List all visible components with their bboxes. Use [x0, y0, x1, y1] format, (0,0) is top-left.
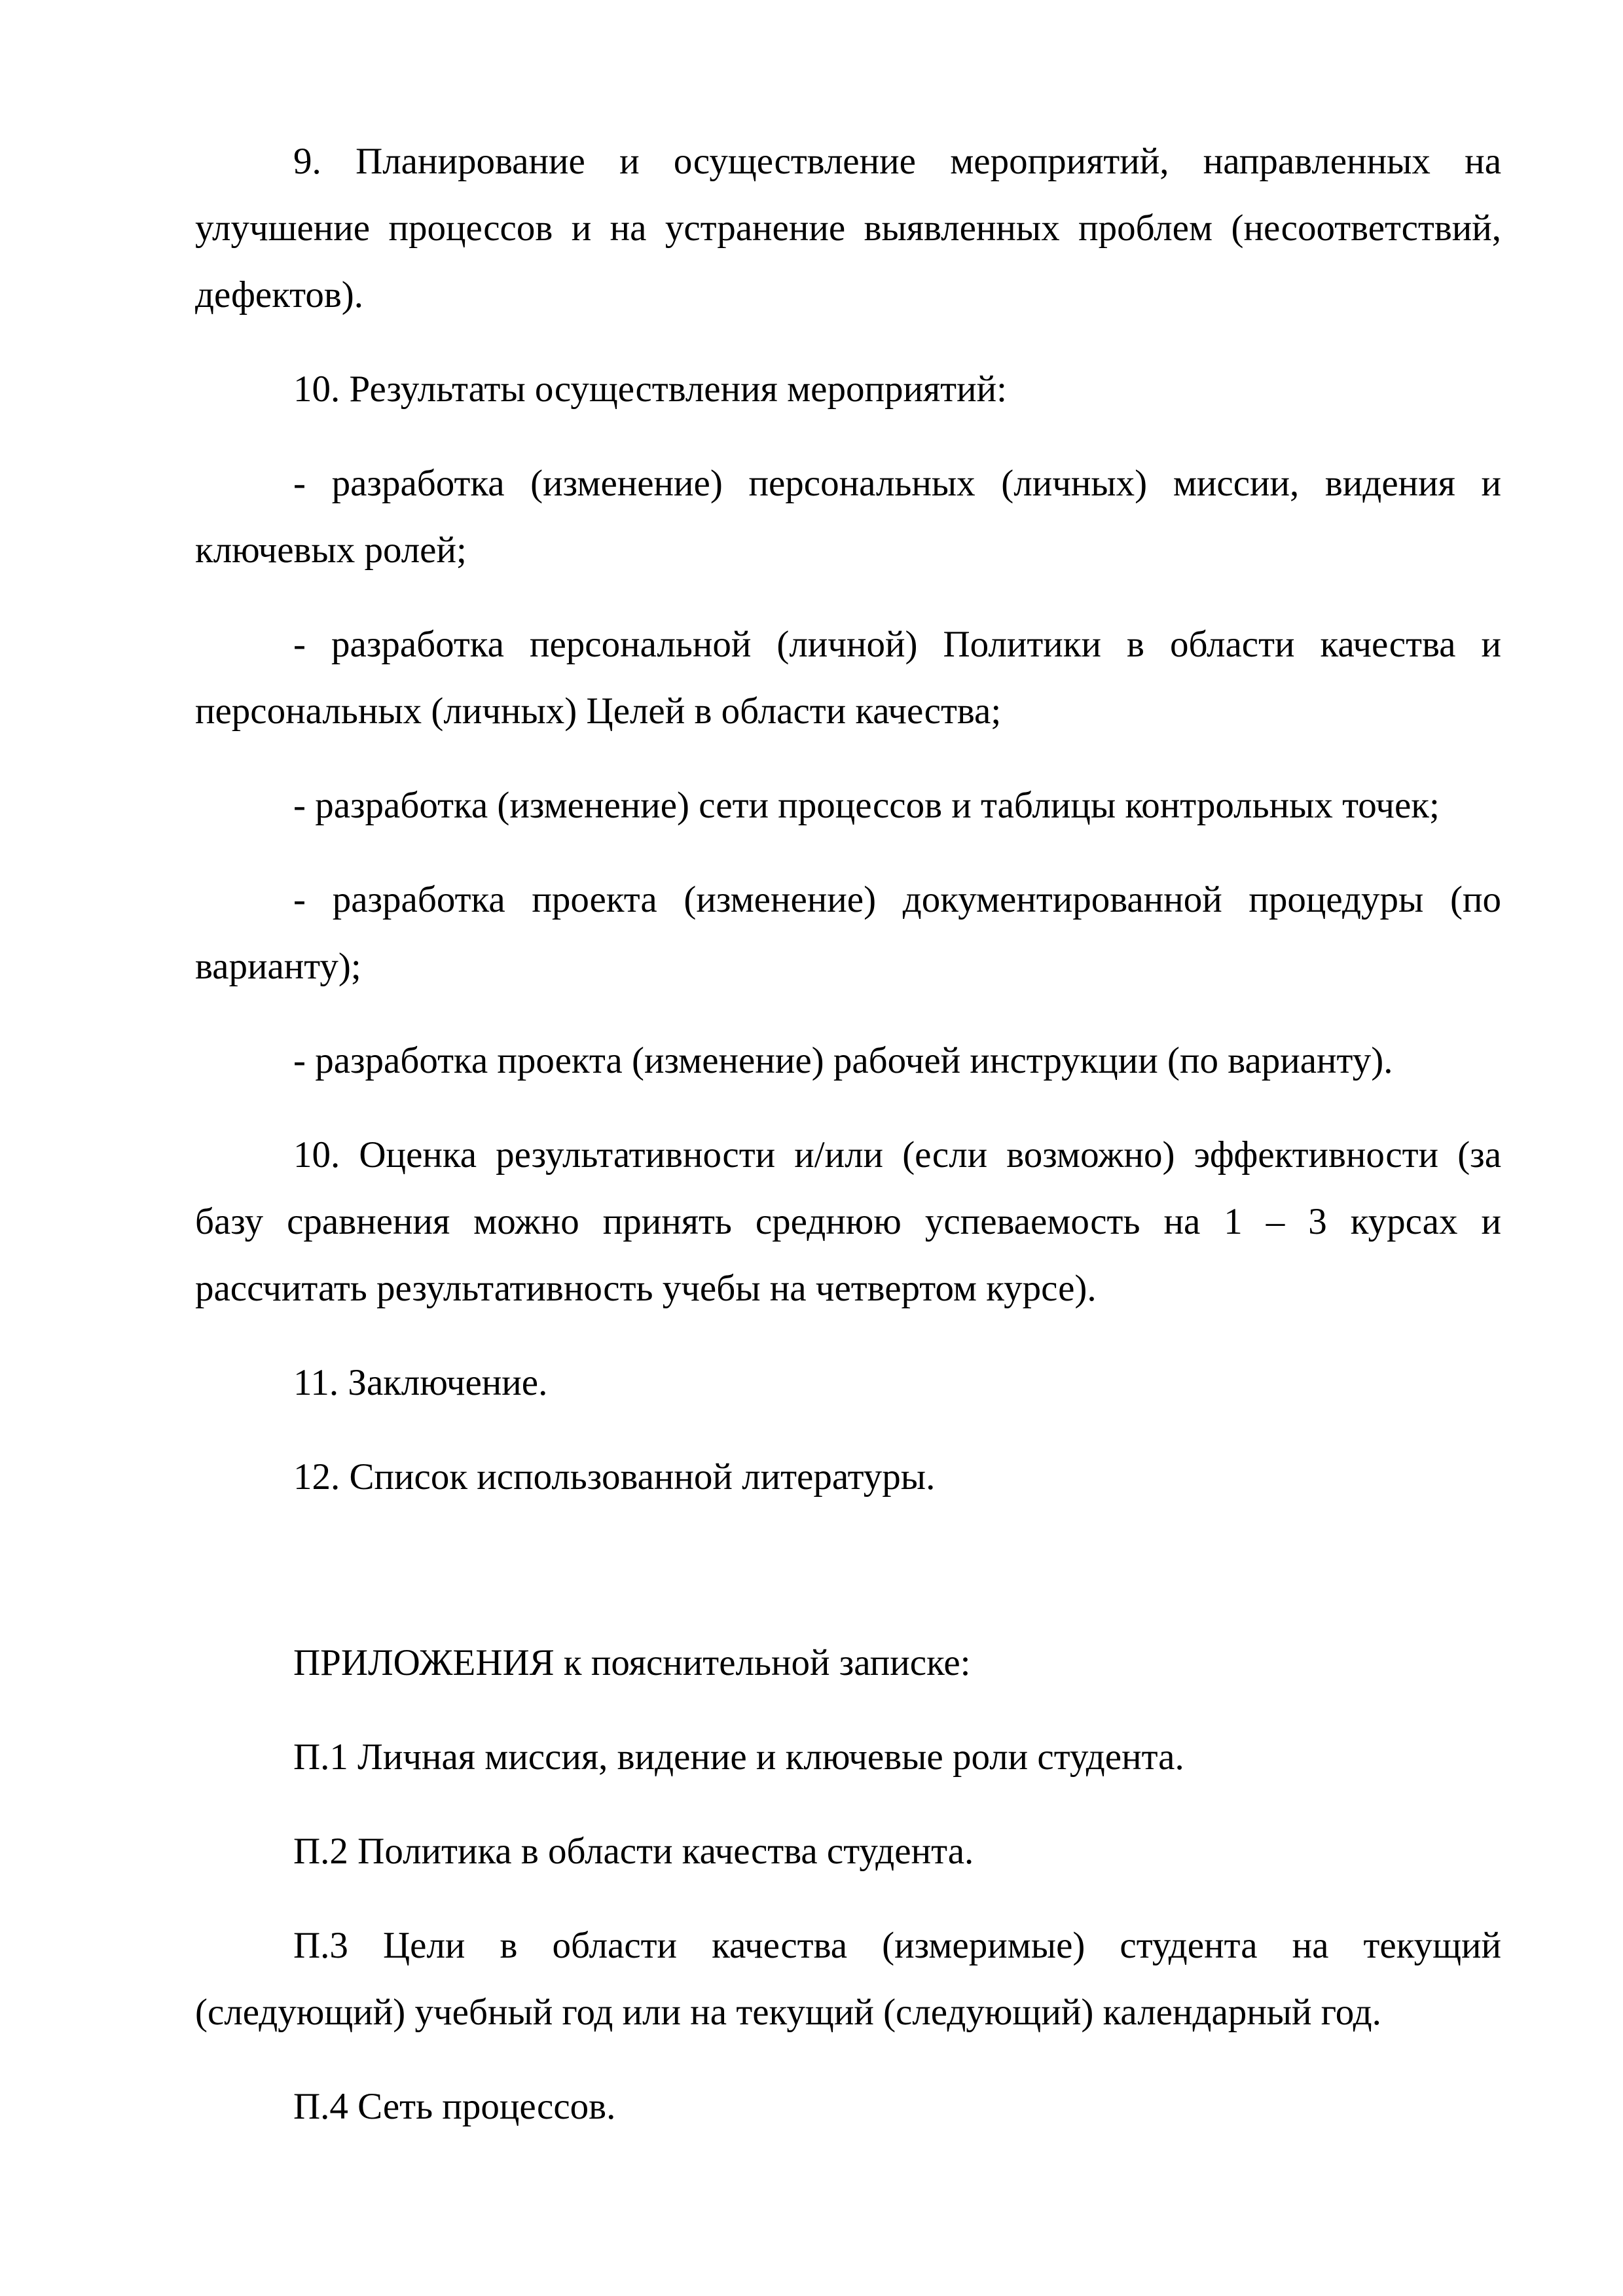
- paragraph-bullet-mission: - разработка (изменение) персональных (личных) миссии, видения и ключевых ролей;: [195, 463, 1501, 571]
- paragraph-bullet-process-network: - разработка (изменение) сети процессов и таблицы контрольных точек;: [293, 785, 1440, 826]
- paragraph-references: 12. Список использованной литературы.: [293, 1456, 936, 1498]
- paragraph-results-heading: 10. Результаты осуществления мероприятий:: [293, 368, 1007, 410]
- document-body: [195, 128, 1501, 2140]
- appendix-item-4: П.4 Сеть процессов.: [293, 2086, 616, 2127]
- paragraph-bullet-instruction: - разработка проекта (изменение) рабочей инструкции (по варианту).: [293, 1040, 1393, 1081]
- appendix-heading: ПРИЛОЖЕНИЯ к пояснительной записке:: [293, 1642, 971, 1683]
- paragraph-item-9: 9. Планирование и осуществление мероприятий, направленных на улучшение процессов и на устранение выявленных проблем (несоответствий, дефектов).: [195, 141, 1501, 315]
- paragraph-conclusion: 11. Заключение.: [293, 1362, 548, 1403]
- appendix-item-3: П.3 Цели в области качества (измеримые) студента на текущий (следующий) учебный год или на текущий (следующий) календарный год.: [195, 1925, 1501, 2033]
- appendix-item-1: П.1 Личная миссия, видение и ключевые роли студента.: [293, 1736, 1184, 1778]
- paragraph-bullet-procedure: - разработка проекта (изменение) документированной процедуры (по варианту);: [195, 879, 1501, 987]
- appendix-item-2: П.2 Политика в области качества студента.: [293, 1831, 974, 1872]
- paragraph-bullet-policy: - разработка персональной (личной) Политики в области качества и персональных (личных) Целей в области качества;: [195, 624, 1501, 732]
- paragraph-evaluation: 10. Оценка результативности и/или (если возможно) эффективности (за базу сравнения можно принять среднюю успеваемость на 1 – 3 курсах и рассчитать результативность учебы на четвертом курсе).: [195, 1134, 1501, 1309]
